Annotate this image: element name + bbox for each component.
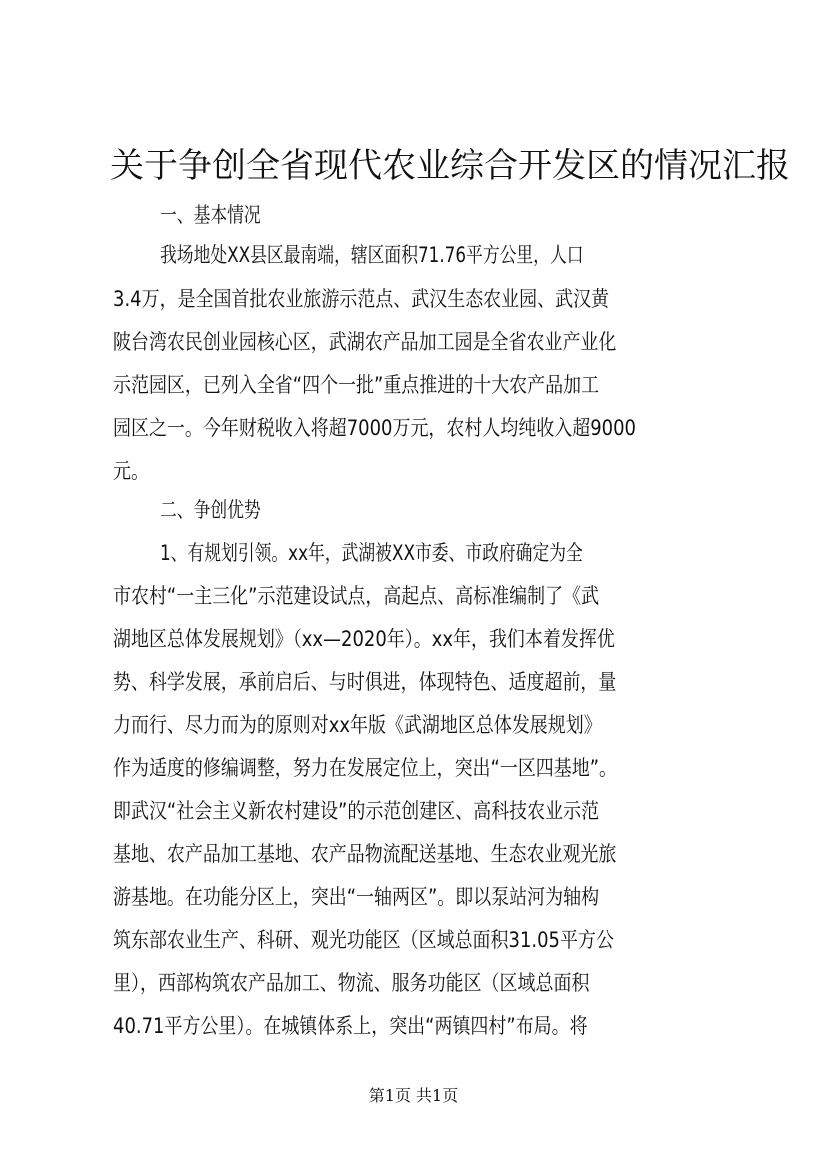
paragraph-line: 势、科学发展，承前启后、与时俱进，体现特色、适度超前，量 xyxy=(113,670,617,694)
paragraph-line: 3.4万，是全国首批农业旅游示范点、武汉生态农业园、武汉黄 xyxy=(113,287,610,311)
paragraph-line: 湖地区总体发展规划》（xx—2020年）。xx年，我们本着发挥优 xyxy=(113,627,615,651)
paragraph-line: 里），西部构筑农产品加工、物流、服务功能区（区域总面积 xyxy=(113,971,590,995)
paragraph-line: 陂台湾农民创业园核心区，武湖农产品加工园是全省农业产业化 xyxy=(113,330,617,354)
paragraph-line: 筑东部农业生产、科研、观光功能区（区域总面积31.05平方公 xyxy=(113,928,614,952)
paragraph-line: 1、有规划引领。xx年，武湖被XX市委、市政府确定为全 xyxy=(160,541,583,565)
paragraph-line: 示范园区，已列入全省“四个一批”重点推进的十大农产品加工 xyxy=(113,373,600,397)
paragraph-line: 40.71平方公里）。在城镇体系上，突出“两镇四村”布局。将 xyxy=(113,1014,588,1038)
page-footer: 第1页 共1页 xyxy=(368,1086,459,1105)
section-heading-advantages: 二、争创优势 xyxy=(160,498,261,522)
paragraph-line: 元。 xyxy=(113,459,149,483)
paragraph-line: 作为适度的修编调整，努力在发展定位上，突出“一区四基地”。 xyxy=(113,756,618,780)
document-title: 关于争创全省现代农业综合开发区的情况汇报 xyxy=(110,146,790,186)
paragraph-line: 市农村“一主三化”示范建设试点，高起点、高标准编制了《武 xyxy=(113,584,600,608)
paragraph-line: 游基地。在功能分区上，突出“一轴两区”。即以泵站河为轴构 xyxy=(113,885,600,909)
paragraph-line: 我场地处XX县区最南端，辖区面积71.76平方公里，人口 xyxy=(160,243,584,267)
paragraph-line: 园区之一。今年财税收入将超7000万元，农村人均纯收入超9000 xyxy=(113,416,636,440)
paragraph-line: 基地、农产品加工基地、农产品物流配送基地、生态农业观光旅 xyxy=(113,842,617,866)
section-heading-basic: 一、基本情况 xyxy=(160,203,261,227)
paragraph-line: 即武汉“社会主义新农村建设”的示范创建区、高科技农业示范 xyxy=(113,799,600,823)
paragraph-line: 力而行、尽力而为的原则对xx年版《武湖地区总体发展规划》 xyxy=(113,713,602,737)
